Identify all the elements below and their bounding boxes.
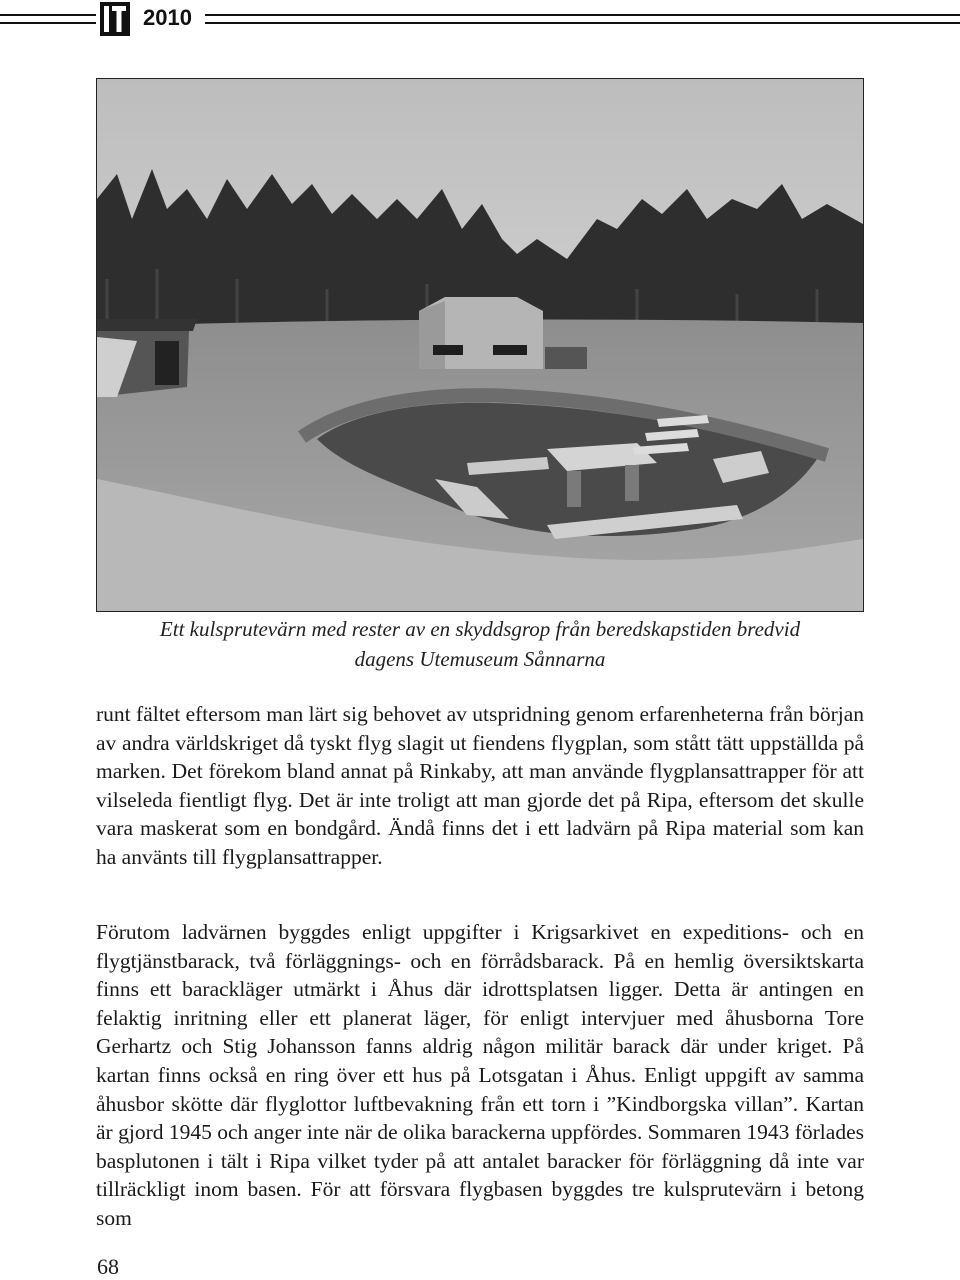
left-shelter-door xyxy=(155,341,179,385)
figure-caption xyxy=(96,614,864,674)
publication-logo-icon xyxy=(100,2,130,36)
page-number: 68 xyxy=(97,1254,119,1279)
header-rule-left xyxy=(0,14,96,24)
picnic-table-leg xyxy=(567,471,581,507)
bunker-box xyxy=(545,347,587,369)
caption-line-1: Ett kulsprutevärn med rester av en skyddsgrop från beredskapstiden bredvid xyxy=(159,617,801,641)
photo-illustration xyxy=(97,79,863,611)
caption-line-2: dagens Utemuseum Sånnarna xyxy=(354,647,606,671)
bunker-slit xyxy=(433,345,463,355)
bunker-side xyxy=(419,301,445,369)
body-paragraph-2: Förutom ladvärnen byggdes enligt uppgifter i Krigsarkivet en expeditions- och en flygtjänstbarack, två förläggnings- och en förrådsbarack. På en hemlig översiktskarta finns ett barackläger utmärkt i Åhus där idrottsplatsen ligger. Detta är antingen en felaktig inritning eller ett planerat läger, för enligt intervjuer med åhusborna Tore Gerhartz och Stig Johansson fanns aldrig någon militär barack där under kriget. På kartan finns också en ring över ett hus på Lotsgatan i Åhus. Enligt uppgift av samma åhusbor skötte där flyglottor luftbevakning från ett torn i ”Kindborgska villan”. Kartan är gjord 1945 och anger inte när de olika barackerna uppfördes. Sommaren 1943 förlades basplutonen i tält i Ripa vilket tyder på att antalet baracker för förläggning då inte var tillräckligt inom basen. För att försvara flygbasen byggdes tre kulsprutevärn i betong som xyxy=(96,920,864,1230)
picnic-table-leg xyxy=(625,465,639,501)
body-paragraph-1: runt fältet eftersom man lärt sig behovet av utspridning genom erfarenheterna från början av andra världskriget då tyskt flyg slagit ut fiendens flygplan, som stått tätt uppställda på marken. Det förekom bland annat på Rinkaby, att man använde flygplansattrapper för att vilseleda fientligt flyg. Det är inte troligt att man gjorde det på Ripa, eftersom det skulle vara maskerat som en bondgård. Ändå finns det i ett ladvärn på Ripa material som kan ha använts till flygplansattrapper. xyxy=(96,702,864,869)
header-rule-right xyxy=(205,14,960,24)
left-shelter-roof xyxy=(97,319,197,331)
bunker-slit xyxy=(493,345,527,355)
page-header xyxy=(0,0,960,40)
header-year: 2010 xyxy=(143,5,192,30)
bunker-photo xyxy=(96,78,864,612)
